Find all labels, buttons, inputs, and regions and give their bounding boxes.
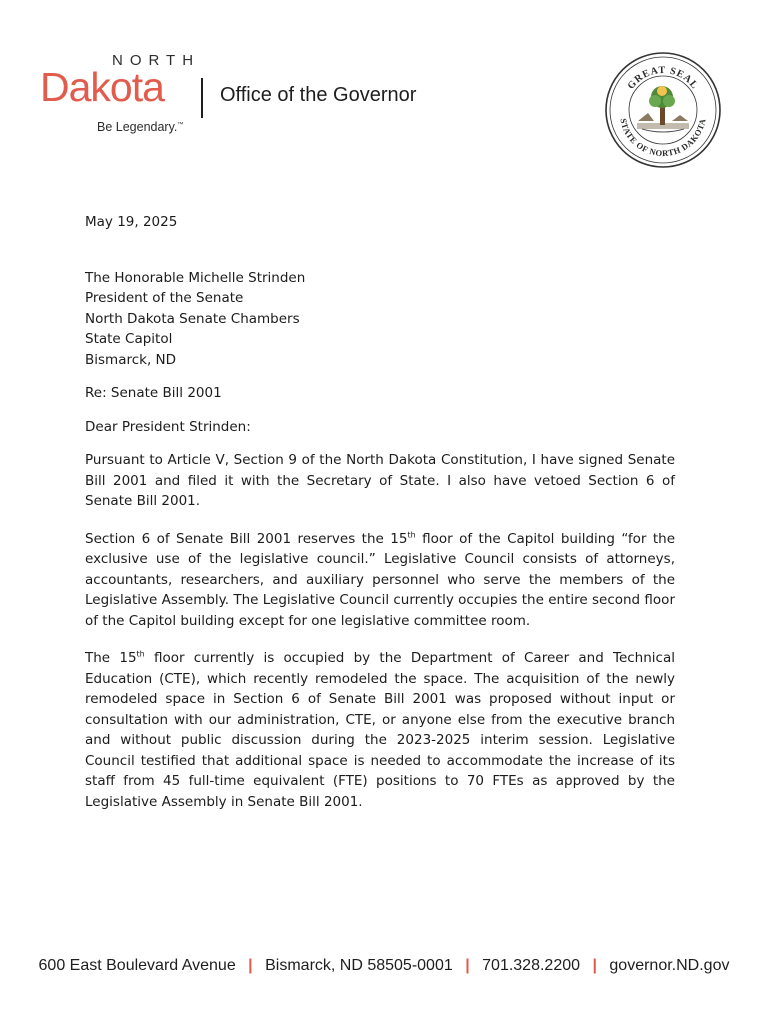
trademark: ™ bbox=[177, 121, 184, 128]
logo-dakota: Dakota bbox=[40, 64, 164, 110]
letter-body bbox=[85, 212, 675, 829]
footer-city: Bismarck, ND 58505-0001 bbox=[265, 957, 453, 974]
paragraph-2 bbox=[85, 529, 675, 632]
letterhead bbox=[40, 50, 460, 145]
footer-separator: | bbox=[465, 957, 470, 974]
paragraph-3-rest: floor currently is occupied by the Department of Career and Technical Education (CTE), which recently remodeled the space. The acquisition of the newly remodeled space in Section 6 of Senate Bill 2001 was proposed without input or consultation with our administration, CTE, or anyone else from the executive branch and without public discussion during the 2023-2025 interim session. Legislative Council testified that additional space is needed to accommodate the increase of its staff from 45 full-time equivalent (FTE) positions to 70 FTEs as approved by the Legislative Assembly in Senate Bill 2001. bbox=[85, 650, 675, 810]
paragraph-3 bbox=[85, 648, 675, 812]
footer bbox=[0, 957, 768, 975]
tagline-text: Be Legendary. bbox=[97, 120, 178, 134]
recipient-line: The Honorable Michelle Strinden bbox=[85, 269, 306, 286]
footer-website: governor.ND.gov bbox=[609, 957, 730, 974]
seal-text-top: GREAT SEAL bbox=[625, 64, 701, 92]
recipient-line: Bismarck, ND bbox=[85, 351, 177, 368]
logo-tagline bbox=[97, 120, 183, 134]
paragraph-2-rest: floor of the Capitol building “for the exclusive use of the legislative council.” Legislative Council consists of attorneys, accountants, researchers, and auxiliary personnel who serve the members of the Legislative Assembly. The Legislative Council currently occupies the entire second floor of the Capitol building except for one legislative committee room. bbox=[85, 530, 676, 629]
salutation: Dear President Strinden: bbox=[85, 418, 251, 435]
office-title: Office of the Governor bbox=[220, 84, 417, 106]
seal-text-bottom: STATE OF NORTH DAKOTA bbox=[618, 117, 708, 159]
footer-separator: | bbox=[248, 957, 253, 974]
recipient-line: State Capitol bbox=[85, 331, 173, 347]
subject-line: Re: Senate Bill 2001 bbox=[85, 385, 222, 401]
recipient-line: North Dakota Senate Chambers bbox=[85, 310, 300, 327]
footer-phone: 701.328.2200 bbox=[482, 957, 581, 974]
great-seal-icon bbox=[604, 51, 722, 169]
letter-date: May 19, 2025 bbox=[85, 214, 178, 230]
ordinal-suffix: th bbox=[407, 530, 416, 539]
recipient-block bbox=[85, 268, 675, 371]
footer-separator: | bbox=[592, 957, 597, 974]
recipient-line: President of the Senate bbox=[85, 290, 244, 306]
footer-address: 600 East Boulevard Avenue bbox=[38, 957, 236, 974]
header-divider bbox=[201, 78, 203, 118]
paragraph-1: Pursuant to Article V, Section 9 of the North Dakota Constitution, I have signed Senate Bill 2001 and filed it with the Secretary of State. I also have vetoed Section 6 of Senate Bill 2001. bbox=[85, 452, 675, 509]
ordinal-suffix: th bbox=[136, 649, 145, 659]
paragraph-3-start: The 15 bbox=[85, 650, 137, 666]
logo-north: NORTH bbox=[112, 52, 201, 69]
paragraph-2-start: Section 6 of Senate Bill 2001 reserves the 15 bbox=[85, 530, 408, 547]
